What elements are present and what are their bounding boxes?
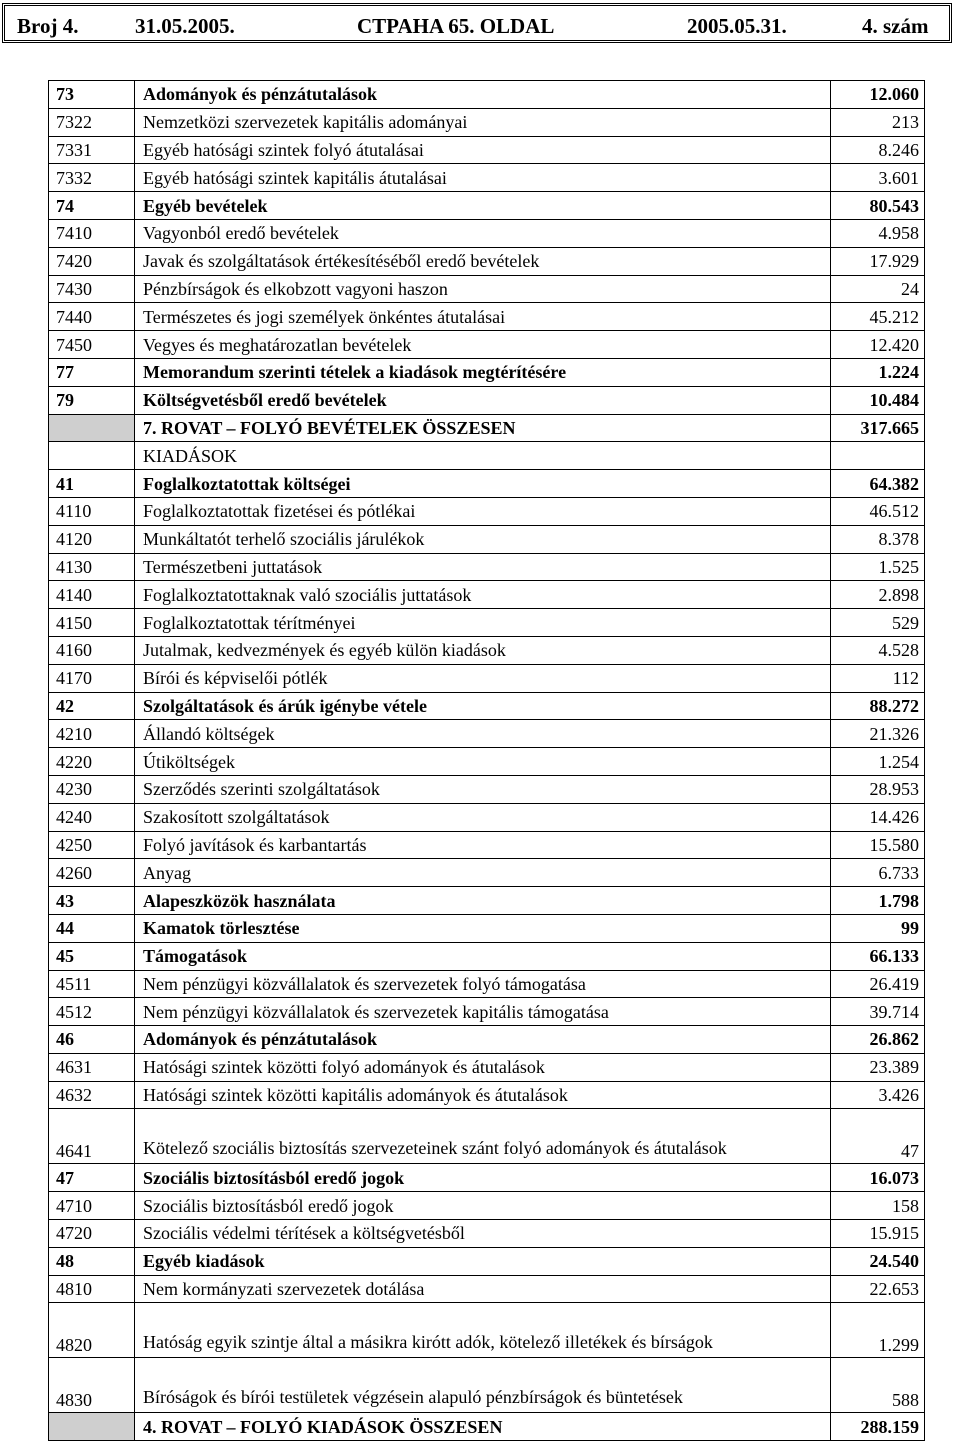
account-description: Természetes és jogi személyek önkéntes átutalásai xyxy=(135,303,831,331)
account-amount: 22.653 xyxy=(831,1275,925,1303)
table-row xyxy=(49,1358,925,1413)
account-code: 4511 xyxy=(49,970,135,998)
budget-table-body xyxy=(49,81,925,1441)
account-code xyxy=(49,442,135,470)
account-description: Alapeszközök használata xyxy=(135,887,831,915)
account-description: Egyéb bevételek xyxy=(135,192,831,220)
account-code: 44 xyxy=(49,914,135,942)
account-code: 4632 xyxy=(49,1081,135,1109)
table-row xyxy=(49,942,925,970)
account-description: Bírói és képviselői pótlék xyxy=(135,664,831,692)
account-amount: 24 xyxy=(831,275,925,303)
account-amount: 4.528 xyxy=(831,636,925,664)
account-description: Anyag xyxy=(135,859,831,887)
account-description: Szakosított szolgáltatások xyxy=(135,803,831,831)
account-amount: 588 xyxy=(831,1358,925,1413)
issue-number-hungarian: 4. szám xyxy=(862,14,929,38)
account-amount: 24.540 xyxy=(831,1247,925,1275)
account-code: 7332 xyxy=(49,164,135,192)
account-description: Egyéb kiadások xyxy=(135,1247,831,1275)
table-row xyxy=(49,275,925,303)
account-amount: 16.073 xyxy=(831,1164,925,1192)
account-description: Munkáltatót terhelő szociális járulékok xyxy=(135,525,831,553)
account-code: 4120 xyxy=(49,525,135,553)
account-code: 4250 xyxy=(49,831,135,859)
account-amount: 15.915 xyxy=(831,1220,925,1248)
table-row xyxy=(49,1247,925,1275)
table-row xyxy=(49,81,925,109)
account-code: 4830 xyxy=(49,1358,135,1413)
account-amount: 88.272 xyxy=(831,692,925,720)
account-description: Állandó költségek xyxy=(135,720,831,748)
account-description: Költségvetésből eredő bevételek xyxy=(135,386,831,414)
table-row xyxy=(49,914,925,942)
account-code: 79 xyxy=(49,386,135,414)
account-amount: 158 xyxy=(831,1192,925,1220)
table-row xyxy=(49,775,925,803)
account-amount: 47 xyxy=(831,1109,925,1164)
table-row xyxy=(49,497,925,525)
account-amount: 6.733 xyxy=(831,859,925,887)
table-row xyxy=(49,1081,925,1109)
account-description: Nem pénzügyi közvállalatok és szervezetek folyó támogatása xyxy=(135,970,831,998)
issue-date-hungarian: 2005.05.31. xyxy=(687,14,787,38)
account-description: Szociális védelmi térítések a költségvetésből xyxy=(135,1220,831,1248)
table-row xyxy=(49,164,925,192)
account-code: 74 xyxy=(49,192,135,220)
table-row xyxy=(49,1053,925,1081)
account-code: 4512 xyxy=(49,998,135,1026)
account-description: Memorandum szerinti tételek a kiadások megtérítésére xyxy=(135,358,831,386)
account-amount: 66.133 xyxy=(831,942,925,970)
account-code: 4210 xyxy=(49,720,135,748)
account-description: Adományok és pénzátutalások xyxy=(135,1026,831,1054)
account-description: Foglalkoztatottak térítményei xyxy=(135,609,831,637)
account-amount: 1.798 xyxy=(831,887,925,915)
account-amount: 3.426 xyxy=(831,1081,925,1109)
table-row xyxy=(49,998,925,1026)
table-row xyxy=(49,331,925,359)
account-amount: 4.958 xyxy=(831,219,925,247)
account-code: 4710 xyxy=(49,1192,135,1220)
account-code: 41 xyxy=(49,470,135,498)
table-row xyxy=(49,636,925,664)
account-amount: 64.382 xyxy=(831,470,925,498)
account-description: Hatóság egyik szintje által a másikra kirótt adók, kötelező illetékek és bírságok xyxy=(135,1303,831,1358)
table-row xyxy=(49,1026,925,1054)
table-row xyxy=(49,525,925,553)
account-description: Kamatok törlesztése xyxy=(135,914,831,942)
account-amount: 21.326 xyxy=(831,720,925,748)
issue-number: Broj 4. xyxy=(17,14,79,38)
account-code: 4170 xyxy=(49,664,135,692)
account-code: 7420 xyxy=(49,247,135,275)
account-amount: 39.714 xyxy=(831,998,925,1026)
account-amount: 1.254 xyxy=(831,748,925,776)
account-amount: 15.580 xyxy=(831,831,925,859)
account-description: Hatósági szintek közötti kapitális adományok és átutalások xyxy=(135,1081,831,1109)
account-amount: 1.224 xyxy=(831,358,925,386)
account-description: Támogatások xyxy=(135,942,831,970)
total-row xyxy=(49,414,925,442)
account-amount: 12.060 xyxy=(831,81,925,109)
account-code: 4720 xyxy=(49,1220,135,1248)
account-amount: 317.665 xyxy=(831,414,925,442)
account-code xyxy=(49,414,135,442)
account-amount: 46.512 xyxy=(831,497,925,525)
account-code: 47 xyxy=(49,1164,135,1192)
account-description: Szociális biztosításból eredő jogok xyxy=(135,1164,831,1192)
table-row xyxy=(49,1275,925,1303)
account-description: Nem kormányzati szervezetek dotálása xyxy=(135,1275,831,1303)
table-row xyxy=(49,247,925,275)
table-row xyxy=(49,609,925,637)
table-row xyxy=(49,1109,925,1164)
account-code: 4631 xyxy=(49,1053,135,1081)
table-row xyxy=(49,748,925,776)
account-amount xyxy=(831,442,925,470)
account-code: 7322 xyxy=(49,108,135,136)
account-amount: 17.929 xyxy=(831,247,925,275)
account-code: 4220 xyxy=(49,748,135,776)
account-description: Egyéb hatósági szintek kapitális átutalásai xyxy=(135,164,831,192)
account-description: Útiköltségek xyxy=(135,748,831,776)
account-code: 7410 xyxy=(49,219,135,247)
account-amount: 112 xyxy=(831,664,925,692)
account-description: Bíróságok és bírói testületek végzésein alapuló pénzbírságok és büntetések xyxy=(135,1358,831,1413)
table-row xyxy=(49,831,925,859)
account-description: Adományok és pénzátutalások xyxy=(135,81,831,109)
table-row xyxy=(49,553,925,581)
account-code: 4240 xyxy=(49,803,135,831)
table-row xyxy=(49,664,925,692)
account-description: Egyéb hatósági szintek folyó átutalásai xyxy=(135,136,831,164)
account-code: 4641 xyxy=(49,1109,135,1164)
account-amount: 8.378 xyxy=(831,525,925,553)
table-row xyxy=(49,692,925,720)
table-row xyxy=(49,386,925,414)
account-amount: 529 xyxy=(831,609,925,637)
account-description: Szolgáltatások és árúk igénybe vétele xyxy=(135,692,831,720)
account-description: Foglalkoztatottak költségei xyxy=(135,470,831,498)
account-code: 4260 xyxy=(49,859,135,887)
account-amount: 80.543 xyxy=(831,192,925,220)
account-description: Nem pénzügyi közvállalatok és szervezetek kapitális támogatása xyxy=(135,998,831,1026)
account-code: 4130 xyxy=(49,553,135,581)
account-code: 4230 xyxy=(49,775,135,803)
account-code: 4160 xyxy=(49,636,135,664)
account-description: Pénzbírságok és elkobzott vagyoni haszon xyxy=(135,275,831,303)
account-amount: 1.525 xyxy=(831,553,925,581)
account-code: 45 xyxy=(49,942,135,970)
account-code: 4820 xyxy=(49,1303,135,1358)
account-amount: 288.159 xyxy=(831,1413,925,1441)
account-amount: 45.212 xyxy=(831,303,925,331)
account-description: Vegyes és meghatározatlan bevételek xyxy=(135,331,831,359)
account-code xyxy=(49,1413,135,1441)
account-code: 43 xyxy=(49,887,135,915)
table-row xyxy=(49,303,925,331)
account-code: 7331 xyxy=(49,136,135,164)
budget-table xyxy=(48,80,925,1441)
account-code: 4140 xyxy=(49,581,135,609)
account-amount: 8.246 xyxy=(831,136,925,164)
table-row xyxy=(49,970,925,998)
table-row xyxy=(49,442,925,470)
account-description: Szerződés szerinti szolgáltatások xyxy=(135,775,831,803)
table-row xyxy=(49,192,925,220)
account-description: Jutalmak, kedvezmények és egyéb külön kiadások xyxy=(135,636,831,664)
account-code: 42 xyxy=(49,692,135,720)
page-header xyxy=(2,3,952,43)
account-code: 7440 xyxy=(49,303,135,331)
account-amount: 99 xyxy=(831,914,925,942)
account-amount: 10.484 xyxy=(831,386,925,414)
account-description: 4. ROVAT – FOLYÓ KIADÁSOK ÖSSZESEN xyxy=(135,1413,831,1441)
table-row xyxy=(49,1164,925,1192)
page-number: CTPAHA 65. OLDAL xyxy=(357,14,555,38)
account-description: Természetbeni juttatások xyxy=(135,553,831,581)
account-description: Vagyonból eredő bevételek xyxy=(135,219,831,247)
table-row xyxy=(49,720,925,748)
account-description: Szociális biztosításból eredő jogok xyxy=(135,1192,831,1220)
account-code: 4150 xyxy=(49,609,135,637)
account-code: 77 xyxy=(49,358,135,386)
account-code: 7450 xyxy=(49,331,135,359)
table-row xyxy=(49,859,925,887)
table-row xyxy=(49,887,925,915)
account-description: Hatósági szintek közötti folyó adományok és átutalások xyxy=(135,1053,831,1081)
account-description: Folyó javítások és karbantartás xyxy=(135,831,831,859)
account-description: 7. ROVAT – FOLYÓ BEVÉTELEK ÖSSZESEN xyxy=(135,414,831,442)
account-amount: 3.601 xyxy=(831,164,925,192)
account-description: Nemzetközi szervezetek kapitális adományai xyxy=(135,108,831,136)
table-row xyxy=(49,803,925,831)
table-row xyxy=(49,1303,925,1358)
account-amount: 26.419 xyxy=(831,970,925,998)
table-row xyxy=(49,1192,925,1220)
table-row xyxy=(49,1220,925,1248)
account-description: Kötelező szociális biztosítás szervezeteinek szánt folyó adományok és átutalások xyxy=(135,1109,831,1164)
table-row xyxy=(49,358,925,386)
account-code: 46 xyxy=(49,1026,135,1054)
issue-date-serbian: 31.05.2005. xyxy=(135,14,235,38)
account-description: Foglalkoztatottaknak való szociális juttatások xyxy=(135,581,831,609)
total-row xyxy=(49,1413,925,1441)
account-amount: 23.389 xyxy=(831,1053,925,1081)
account-description: Foglalkoztatottak fizetései és pótlékai xyxy=(135,497,831,525)
account-code: 7430 xyxy=(49,275,135,303)
table-row xyxy=(49,108,925,136)
account-amount: 26.862 xyxy=(831,1026,925,1054)
account-amount: 28.953 xyxy=(831,775,925,803)
account-code: 4810 xyxy=(49,1275,135,1303)
account-code: 4110 xyxy=(49,497,135,525)
table-row xyxy=(49,136,925,164)
table-row xyxy=(49,219,925,247)
account-code: 73 xyxy=(49,81,135,109)
account-amount: 2.898 xyxy=(831,581,925,609)
account-amount: 1.299 xyxy=(831,1303,925,1358)
account-code: 48 xyxy=(49,1247,135,1275)
account-amount: 12.420 xyxy=(831,331,925,359)
table-row xyxy=(49,470,925,498)
account-amount: 14.426 xyxy=(831,803,925,831)
account-description: Javak és szolgáltatások értékesítéséből eredő bevételek xyxy=(135,247,831,275)
account-description: KIADÁSOK xyxy=(135,442,831,470)
table-row xyxy=(49,581,925,609)
account-amount: 213 xyxy=(831,108,925,136)
